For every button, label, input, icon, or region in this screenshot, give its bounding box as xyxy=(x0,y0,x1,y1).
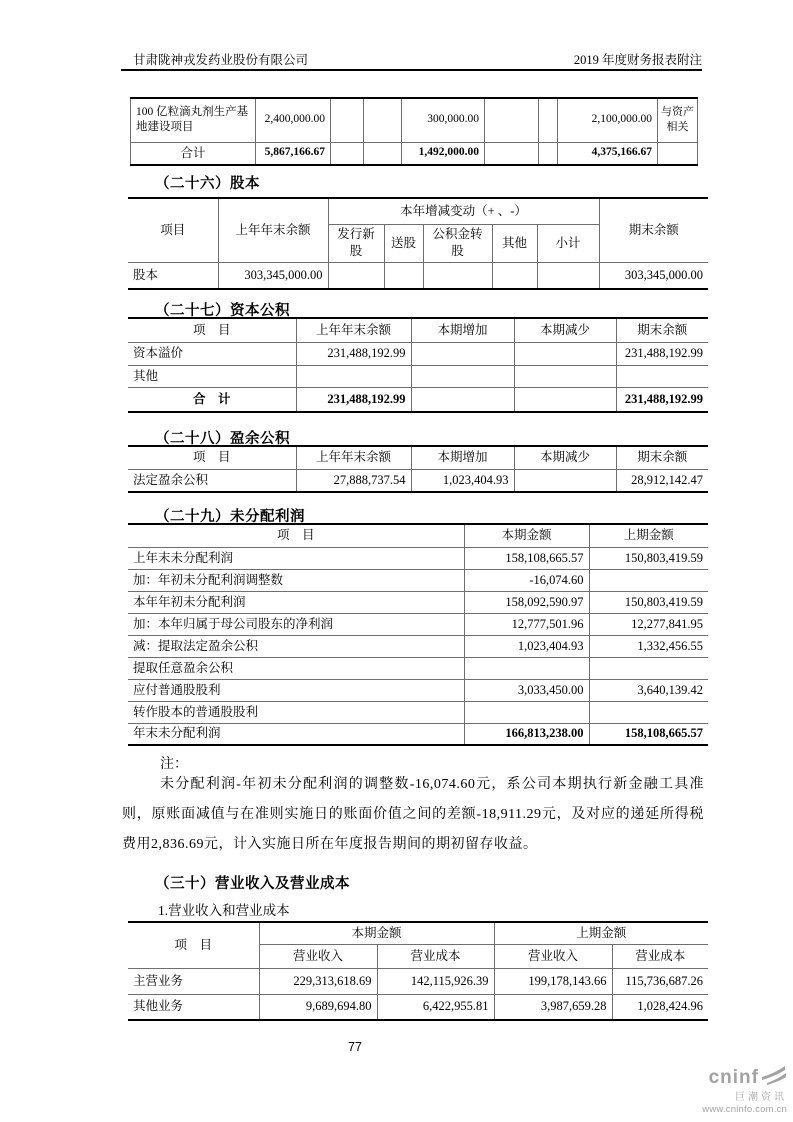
col-header-prior-span: 上期金额 xyxy=(494,922,708,944)
empty-cell xyxy=(296,365,411,387)
col-header-cost-current: 营业成本 xyxy=(377,944,494,968)
empty-cell xyxy=(411,365,514,387)
col-header-prev-balance: 上年年末余额 xyxy=(296,318,411,342)
amount-cell: 28,912,142.47 xyxy=(616,469,708,492)
col-header-current-amount: 本期金额 xyxy=(464,524,589,547)
related-type-cell: 与资产相关 xyxy=(658,98,698,142)
cninfo-brand-text: cninf xyxy=(708,1066,759,1088)
empty-cell xyxy=(384,262,423,289)
col-header-end-balance: 期末余额 xyxy=(616,446,708,469)
note-label: 注： xyxy=(160,757,188,772)
col-header-prev-balance: 上年年末余额 xyxy=(296,446,411,469)
col-header-prior-amount: 上期金额 xyxy=(589,524,708,547)
col-header-revenue-prior: 营业收入 xyxy=(494,944,612,968)
amount-cell: 115,736,687.26 xyxy=(612,968,708,994)
empty-cell xyxy=(514,387,616,412)
col-header-decrease: 本期减少 xyxy=(514,318,616,342)
col-header-subtotal: 小计 xyxy=(537,224,599,262)
col-header-revenue-current: 营业收入 xyxy=(259,944,377,968)
empty-cell xyxy=(423,262,492,289)
section-title-undistributed-profit: （二十九）未分配利润 xyxy=(155,509,305,525)
total-label-cell: 合计 xyxy=(131,142,256,165)
amount-cell: 142,115,926.39 xyxy=(377,968,494,994)
item-cell: 资本溢价 xyxy=(128,342,296,365)
empty-cell xyxy=(514,342,616,365)
amount-cell: 150,803,419.59 xyxy=(589,591,708,613)
empty-cell xyxy=(485,98,539,142)
item-cell: 提取任意盈余公积 xyxy=(128,657,464,679)
empty-cell xyxy=(411,387,514,412)
total-amount-cell: 231,488,192.99 xyxy=(616,387,708,412)
amount-cell: 6,422,955.81 xyxy=(377,994,494,1020)
col-header-increase: 本期增加 xyxy=(411,318,514,342)
share-capital-table xyxy=(128,197,708,290)
note-paragraph: 未分配利润-年初未分配利润的调整数-16,074.60元，系公司本期执行新金融工具准则，原账面减值与在准则实施日的账面价值之间的差额-18,911.29元，及对应的递延所得税费用2,836.69元，计入实施日所在年度报告期间的期初留存收益。 xyxy=(122,777,704,852)
section-title-capital-reserve: （二十七）资本公积 xyxy=(155,303,290,319)
empty-cell xyxy=(328,262,384,289)
col-header-current-span: 本期金额 xyxy=(259,922,494,944)
amount-cell: 3,987,659.28 xyxy=(494,994,612,1020)
col-header-end-balance: 期末余额 xyxy=(599,198,708,262)
col-header-item: 项 目 xyxy=(128,318,296,342)
company-name: 甘肃陇神戎发药业股份有限公司 xyxy=(133,53,309,67)
table-row xyxy=(128,679,708,701)
table-row xyxy=(128,701,708,723)
item-cell: 本年年初未分配利润 xyxy=(128,591,464,613)
col-header-reserve-to-shares: 公积金转股 xyxy=(423,224,492,262)
amount-cell: 158,092,590.97 xyxy=(464,591,589,613)
total-amount-cell: 158,108,665.57 xyxy=(589,723,708,745)
cninfo-logo xyxy=(667,1066,787,1115)
item-cell: 主营业务 xyxy=(128,968,259,994)
col-header-item: 项 目 xyxy=(128,524,464,547)
col-header-cost-prior: 营业成本 xyxy=(612,944,708,968)
header-row xyxy=(128,318,708,342)
col-header-bonus-shares: 送股 xyxy=(384,224,423,262)
empty-cell xyxy=(658,142,698,165)
amount-cell: 199,178,143.66 xyxy=(494,968,612,994)
project-name-cell: 100 亿粒滴丸剂生产基地建设项目 xyxy=(131,98,256,142)
amount-cell: 1,023,404.93 xyxy=(411,469,514,492)
empty-cell xyxy=(589,569,708,591)
header-rule xyxy=(121,69,702,71)
header-row xyxy=(128,922,708,944)
table-row xyxy=(128,469,708,492)
amount-cell: 300,000.00 xyxy=(402,98,485,142)
total-amount-cell: 5,867,166.67 xyxy=(256,142,331,165)
amount-cell: 12,777,501.96 xyxy=(464,613,589,635)
empty-cell xyxy=(616,365,708,387)
empty-cell xyxy=(539,142,558,165)
col-header-item: 项 目 xyxy=(128,446,296,469)
subsection-title-revenue: 1.营业收入和营业成本 xyxy=(158,903,290,918)
revenue-cost-table xyxy=(128,921,708,1021)
section-title-revenue: （三十）营业收入及营业成本 xyxy=(155,876,350,892)
amount-cell: 3,033,450.00 xyxy=(464,679,589,701)
item-cell: 加：年初未分配利润调整数 xyxy=(128,569,464,591)
total-row xyxy=(128,723,708,745)
col-header-other: 其他 xyxy=(492,224,537,262)
amount-cell: 303,345,000.00 xyxy=(218,262,328,289)
empty-cell xyxy=(364,142,402,165)
empty-cell xyxy=(539,98,558,142)
item-cell: 其他业务 xyxy=(128,994,259,1020)
table-row xyxy=(128,968,708,994)
item-cell: 应付普通股股利 xyxy=(128,679,464,701)
total-amount-cell: 1,492,000.00 xyxy=(402,142,485,165)
amount-cell: -16,074.60 xyxy=(464,569,589,591)
empty-cell xyxy=(411,342,514,365)
col-header-item: 项 目 xyxy=(128,922,259,968)
table-row xyxy=(128,635,708,657)
empty-cell xyxy=(492,262,537,289)
total-amount-cell: 166,813,238.00 xyxy=(464,723,589,745)
item-cell: 上年末未分配利润 xyxy=(128,547,464,569)
table-row xyxy=(128,657,708,679)
amount-cell: 229,313,618.69 xyxy=(259,968,377,994)
section-title-share-capital: （二十六）股本 xyxy=(155,176,260,192)
amount-cell: 2,400,000.00 xyxy=(256,98,331,142)
col-header-end-balance: 期末余额 xyxy=(616,318,708,342)
item-cell: 股本 xyxy=(128,262,218,289)
amount-cell: 150,803,419.59 xyxy=(589,547,708,569)
empty-cell xyxy=(589,701,708,723)
cninfo-swoosh-icon xyxy=(761,1066,787,1091)
capital-reserve-table xyxy=(128,317,708,413)
empty-cell xyxy=(514,365,616,387)
amount-cell: 158,108,665.57 xyxy=(464,547,589,569)
amount-cell: 2,100,000.00 xyxy=(558,98,658,142)
empty-cell xyxy=(514,469,616,492)
col-header-increase: 本期增加 xyxy=(411,446,514,469)
amount-cell: 3,640,139.42 xyxy=(589,679,708,701)
empty-cell xyxy=(464,701,589,723)
total-label-cell: 年末未分配利润 xyxy=(128,723,464,745)
empty-cell xyxy=(464,657,589,679)
col-header-change-span: 本年增减变动（+ 、-） xyxy=(328,198,599,224)
item-cell: 减：提取法定盈余公积 xyxy=(128,635,464,657)
empty-cell xyxy=(537,262,599,289)
item-cell: 法定盈余公积 xyxy=(128,469,296,492)
col-header-new-shares: 发行新股 xyxy=(328,224,384,262)
total-amount-cell: 231,488,192.99 xyxy=(296,387,411,412)
table-row xyxy=(128,569,708,591)
empty-cell xyxy=(485,142,539,165)
table-row xyxy=(128,994,708,1020)
col-header-decrease: 本期减少 xyxy=(514,446,616,469)
col-header-prev-balance: 上年年末余额 xyxy=(218,198,328,262)
surplus-reserve-table xyxy=(128,445,708,493)
table-row xyxy=(128,591,708,613)
table-row xyxy=(128,613,708,635)
cninfo-chinese-name: 巨潮资讯 xyxy=(735,1091,787,1103)
table-row xyxy=(128,342,708,365)
amount-cell: 231,488,192.99 xyxy=(616,342,708,365)
total-label-cell: 合 计 xyxy=(128,387,296,412)
table-row xyxy=(128,547,708,569)
undistributed-profit-table xyxy=(128,523,708,746)
header-row xyxy=(128,198,708,224)
item-cell: 转作股本的普通股股利 xyxy=(128,701,464,723)
header-row xyxy=(128,524,708,547)
amount-cell: 1,028,424.96 xyxy=(612,994,708,1020)
page-number: 77 xyxy=(348,1040,362,1054)
cninfo-url: www.cninfo.com.cn xyxy=(702,1103,787,1115)
table-row xyxy=(128,365,708,387)
empty-cell xyxy=(331,142,364,165)
amount-cell: 231,488,192.99 xyxy=(296,342,411,365)
empty-cell xyxy=(589,657,708,679)
table-row xyxy=(128,262,708,289)
amount-cell: 9,689,694.80 xyxy=(259,994,377,1020)
item-cell: 加：本年归属于母公司股东的净利润 xyxy=(128,613,464,635)
amount-cell: 303,345,000.00 xyxy=(599,262,708,289)
total-row xyxy=(128,387,708,412)
section-title-surplus-reserve: （二十八）盈余公积 xyxy=(155,431,290,447)
total-amount-cell: 4,375,166.67 xyxy=(558,142,658,165)
total-row xyxy=(131,142,698,165)
amount-cell: 1,023,404.93 xyxy=(464,635,589,657)
amount-cell: 12,277,841.95 xyxy=(589,613,708,635)
deferred-income-table xyxy=(130,97,698,166)
report-title: 2019 年度财务报表附注 xyxy=(573,53,702,67)
amount-cell: 1,332,456.55 xyxy=(589,635,708,657)
table-row xyxy=(131,98,698,142)
empty-cell xyxy=(364,98,402,142)
empty-cell xyxy=(331,98,364,142)
item-cell: 其他 xyxy=(128,365,296,387)
col-header-item: 项目 xyxy=(128,198,218,262)
amount-cell: 27,888,737.54 xyxy=(296,469,411,492)
header-row xyxy=(128,446,708,469)
page-header xyxy=(121,50,702,68)
